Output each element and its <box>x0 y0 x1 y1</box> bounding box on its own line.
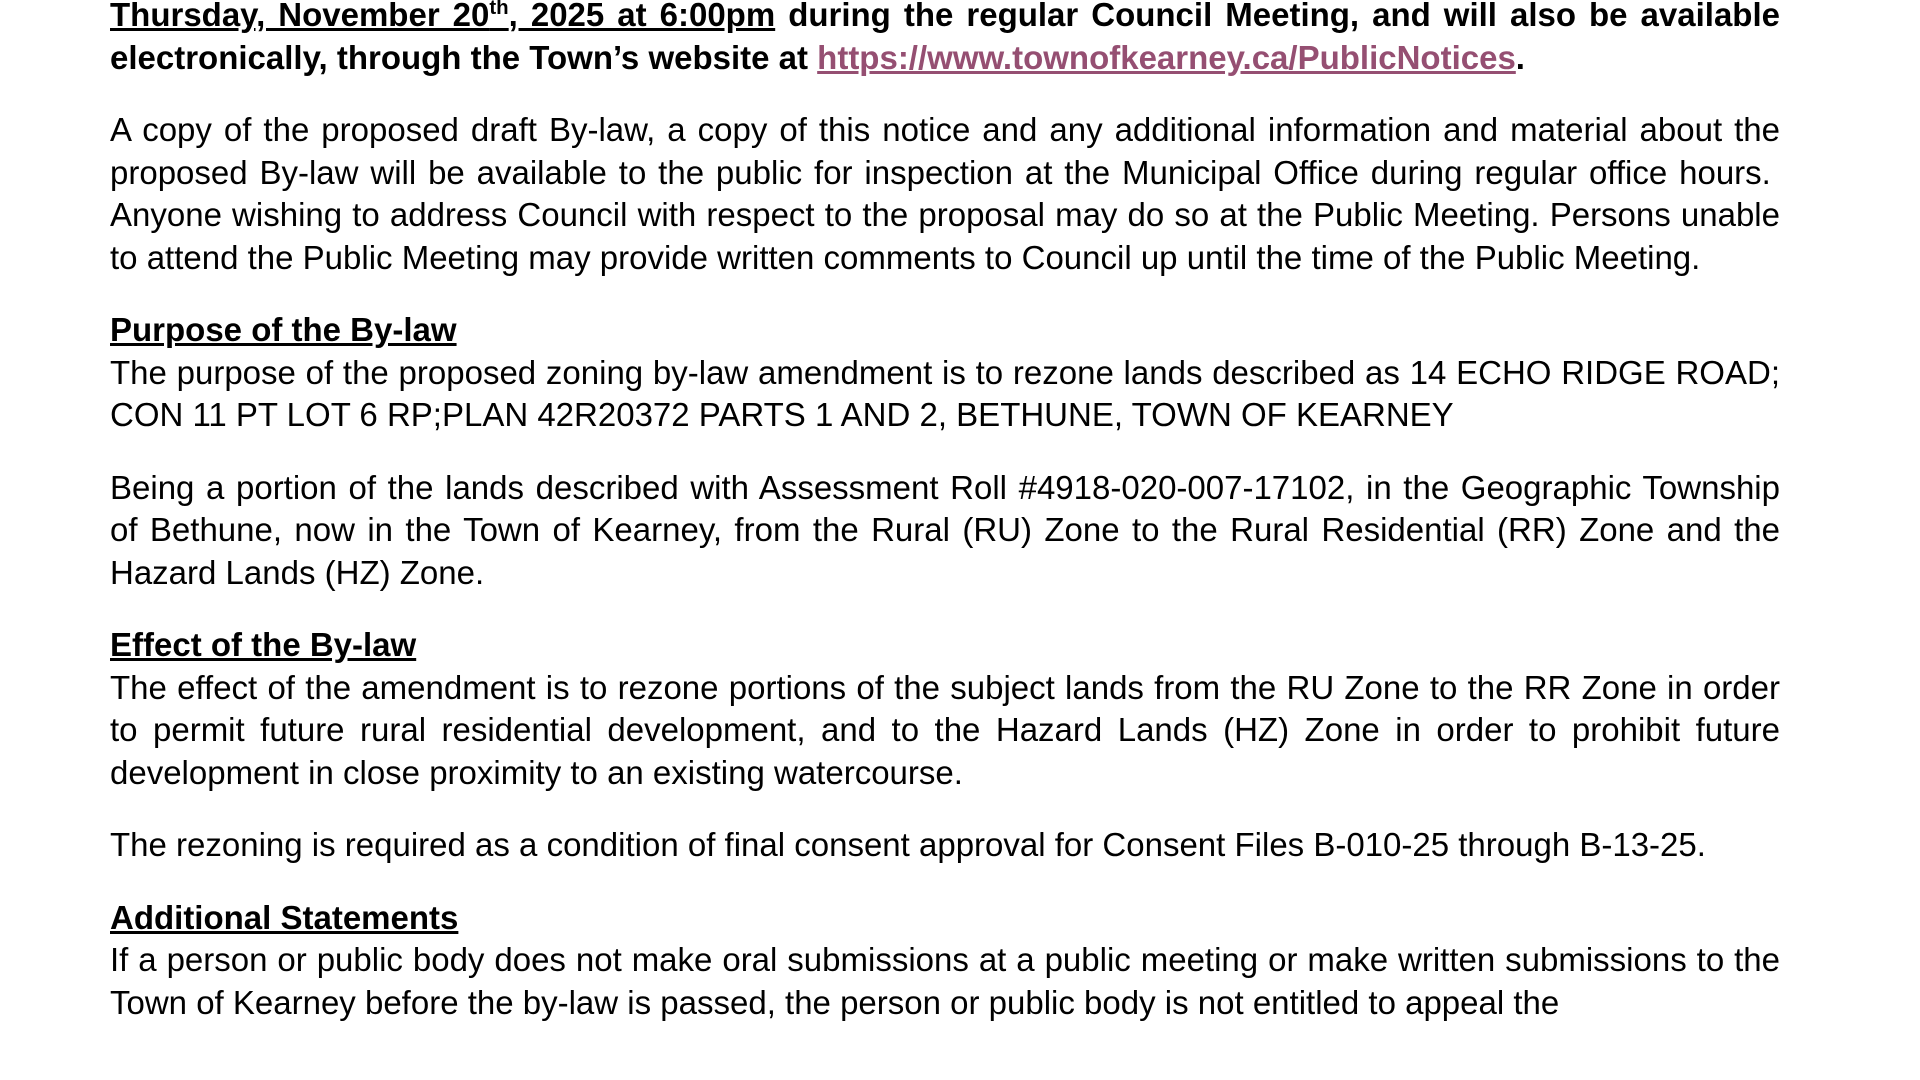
purpose-heading: Purpose of the By-law <box>110 311 457 348</box>
rezone-description-paragraph: Being a portion of the lands described with Assessment Roll #4918-020-007-17102, in the Geographic Township of Bethune, now in the Town of Kearney, from the Rural (RU) Zone to the Rural Residential (RR) Zone and the Hazard Lands (HZ) Zone. <box>110 468 1780 591</box>
appeal-rights-paragraph: If a person or public body does not make oral submissions at a public meeting or make written submissions to the Town of Kearney before the by-law is passed, the person or public body is not entitled to appeal the <box>110 941 1780 1021</box>
effect-paragraph: The effect of the amendment is to rezone portions of the subject lands from the RU Zone to the RR Zone in order to permit future rural residential development, and to the Hazard Lands (HZ) Zone in order to prohibit future development in close proximity to an existing watercourse. <box>110 668 1780 791</box>
additional-statements-heading: Additional Statements <box>110 898 459 936</box>
consent-condition-paragraph: The rezoning is required as a condition of final consent approval for Consent Files B-010-25 through B-13-25. <box>110 826 1706 863</box>
notice-body <box>110 0 1780 1054</box>
availability-paragraph: A copy of the proposed draft By-law, a copy of this notice and any additional information and material about the proposed By-law will be available to the public for inspection at the Municipal Office during regular office hours. Anyone wishing to address Council with respect to the proposal may do so at the Public Meeting. Persons unable to attend the Public Meeting may provide written comments to Council up until the time of the Public Meeting. <box>110 111 1780 276</box>
notice-sections <box>110 109 1780 1024</box>
meeting-datetime <box>110 0 775 33</box>
public-notices-link[interactable]: https://www.townofkearney.ca/PublicNotices <box>817 38 1516 76</box>
effect-heading: Effect of the By-law <box>110 626 417 663</box>
meeting-date-text: Thursday, November 20 <box>110 0 490 33</box>
ordinal-superscript: th <box>489 0 509 19</box>
meeting-time-text: , 2025 at 6:00pm <box>508 0 776 33</box>
meeting-datetime-paragraph <box>110 0 1780 79</box>
sentence-period: . <box>1515 38 1525 76</box>
meeting-context-text: during the regular Council Meeting, and will also be available electronically, through the Town’s website at <box>110 0 1780 76</box>
purpose-paragraph: The purpose of the proposed zoning by-law amendment is to rezone lands described as 14 ECHO RIDGE ROAD; CON 11 PT LOT 6 RP;PLAN 42R20372 PARTS 1 AND 2, BETHUNE, TOWN OF KEARNEY <box>110 353 1780 433</box>
